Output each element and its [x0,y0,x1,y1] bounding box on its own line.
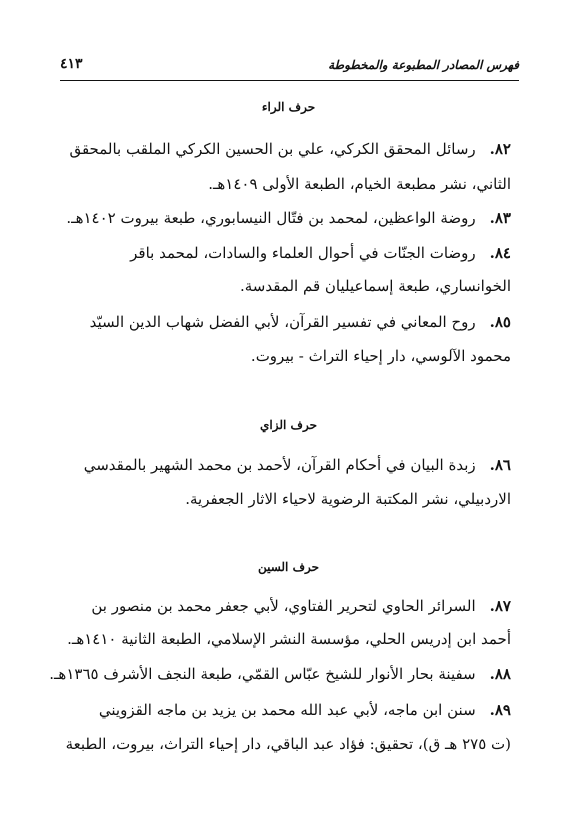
entry-84-number: ٨٤. [489,244,511,262]
entry-85-line-2 [62,346,511,366]
entry-82-number: ٨٢. [489,140,511,158]
entry-87-line-2 [62,629,511,649]
entry-86-line-2 [62,489,511,509]
running-header [60,56,519,78]
entry-82-text-2: الثاني، نشر مطبعة الخيام، الطبعة الأولى ١٤٠٩هـ. [208,175,511,193]
entry-88-text-1: سفينة بحار الأنوار للشيخ عبّاس القمّي، طبعة النجف الأشرف ١٣٦٥هـ. [49,665,476,683]
entry-89-number: ٨٩. [489,701,511,719]
entry-84-text-1: روضات الجنّات في أحوال العلماء والسادات، لمحمد باقر [130,244,476,262]
entry-83-number: ٨٣. [489,209,511,227]
entry-83-text-1: روضة الواعظين، لمحمد بن فتّال النيسابوري، طبعة بيروت ١٤٠٢هـ. [66,209,476,227]
entry-82-text-1: رسائل المحقق الكركي، علي بن الحسين الكركي الملقب بالمحقق [69,140,476,158]
entry-83-line-1 [62,208,511,228]
entry-88-number: ٨٨. [489,665,511,683]
entry-89-text-1: سنن ابن ماجه، لأبي عبد الله محمد بن يزيد بن ماجه القزويني [98,701,476,719]
entry-85-text-1: روح المعاني في تفسير القرآن، لأبي الفضل شهاب الدين السيّد [89,313,476,331]
page-number: ٤١٣ [60,56,83,72]
entry-86-text-1: زبدة البيان في أحكام القرآن، لأحمد بن محمد الشهير بالمقدسي [83,456,476,474]
entry-85-number: ٨٥. [489,313,511,331]
entry-87-line-1 [62,596,511,616]
entry-82-line-1 [62,139,511,159]
entry-86-number: ٨٦. [489,456,511,474]
entry-89-line-1 [62,700,511,720]
entry-86-text-2: الاردبيلي، نشر المكتبة الرضوية لاحياء الاثار الجعفرية. [185,490,511,508]
entry-87-text-2: أحمد ابن إدريس الحلي، مؤسسة النشر الإسلامي، الطبعة الثانية ١٤١٠هـ. [67,630,511,648]
entry-84-line-2 [62,276,511,296]
entry-89-text-2: (ت ٢٧٥ هـ ق)، تحقيق: فؤاد عبد الباقي، دار إحياء التراث، بيروت، الطبعة [65,735,511,753]
section-heading-ra: حرف الراء [261,100,316,114]
entry-82-line-2 [62,174,511,194]
section-heading-sin: حرف السين [257,560,320,574]
entry-88-line-1 [49,664,511,684]
entry-84-text-2: الخوانساري، طبعة إسماعيليان قم المقدسة. [239,277,511,295]
entry-85-text-2: محمود الآلوسي، دار إحياء التراث - بيروت. [250,347,511,365]
entry-84-line-1 [62,243,511,263]
entry-86-line-1 [62,455,511,475]
running-header-title: فهرس المصادر المطبوعة والمخطوطة [328,58,519,72]
entry-89-line-2 [62,734,511,754]
entry-85-line-1 [62,312,511,332]
header-rule [60,80,519,81]
entry-87-number: ٨٧. [489,597,511,615]
section-heading-zay: حرف الزاي [260,418,317,432]
entry-87-text-1: السرائر الحاوي لتحرير الفتاوي، لأبي جعفر محمد بن منصور بن [91,597,476,615]
